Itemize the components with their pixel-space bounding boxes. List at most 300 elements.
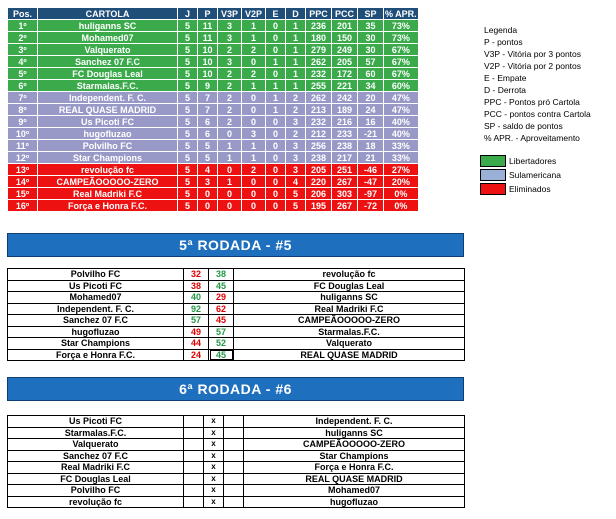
standings-cell[interactable]: 5 [178,140,198,152]
standings-cell[interactable]: 60 [358,68,384,80]
home-score[interactable] [184,450,204,462]
away-score[interactable]: 57 [209,326,234,338]
match-row [8,326,465,338]
standings-cell[interactable]: 67% [384,56,419,68]
away-team[interactable]: REAL QUASE MADRID [244,473,465,485]
home-score[interactable] [184,416,204,428]
standings-cell[interactable]: 1 [218,176,242,188]
standings-cell[interactable]: 1 [286,44,306,56]
legend-item: PCC - pontos contra Cartola [484,109,591,119]
home-team[interactable]: Real Madriki F.C [8,462,184,474]
standings-cell[interactable]: 40% [384,116,419,128]
standings-cell[interactable]: 15º [8,188,38,200]
standings-cell[interactable]: 5 [178,152,198,164]
standings-row[interactable] [8,80,419,92]
standings-cell[interactable]: 1 [266,80,286,92]
away-team[interactable]: Mohamed07 [244,485,465,497]
team-name-cell[interactable]: REAL QUASE MADRID [38,104,178,116]
away-score[interactable] [224,462,244,474]
away-score[interactable]: 45 [209,349,234,361]
home-score[interactable] [184,439,204,451]
standings-cell[interactable]: 4 [198,164,218,176]
away-score[interactable] [224,450,244,462]
standings-cell[interactable]: -97 [358,188,384,200]
standings-cell[interactable]: 21 [358,152,384,164]
standings-cell[interactable]: 232 [306,68,332,80]
standings-cell[interactable]: 18 [358,140,384,152]
standings-cell[interactable]: 5 [178,80,198,92]
standings-cell[interactable]: 30 [358,44,384,56]
standings-cell[interactable]: 267 [332,200,358,212]
standings-cell[interactable]: -46 [358,164,384,176]
standings-cell[interactable]: 0 [266,44,286,56]
standings-cell[interactable]: 256 [306,140,332,152]
standings-cell[interactable]: 205 [306,164,332,176]
standings-cell[interactable]: 238 [332,140,358,152]
standings-cell[interactable]: 5 [178,200,198,212]
legend-item: Legenda [484,25,518,35]
away-team[interactable]: FC Douglas Leal [234,280,465,292]
standings-cell[interactable]: 10º [8,128,38,140]
standings-cell[interactable]: 0 [266,188,286,200]
team-name-cell[interactable]: CAMPEÃOOOOO-ZERO [38,176,178,188]
standings-cell[interactable]: 0 [242,104,266,116]
standings-cell[interactable]: 0% [384,200,419,212]
standings-cell[interactable]: 7 [198,92,218,104]
standings-cell[interactable]: 5 [178,128,198,140]
standings-cell[interactable]: 47% [384,104,419,116]
standings-col-header[interactable]: Pos. [8,8,38,20]
standings-cell[interactable]: 2 [218,80,242,92]
standings-cell[interactable]: 0 [242,200,266,212]
home-team[interactable]: Sanchez 07 F.C [8,315,184,327]
home-team[interactable]: Us Picoti FC [8,416,184,428]
standings-cell[interactable]: 0 [266,68,286,80]
standings-cell[interactable]: 1 [242,152,266,164]
round5-header [7,233,464,257]
standings-cell[interactable]: 0 [242,92,266,104]
standings-cell[interactable]: 3 [242,128,266,140]
away-team[interactable]: Real Madriki F.C [234,303,465,315]
home-score[interactable]: 49 [184,326,209,338]
away-team[interactable]: CAMPEÃOOOOO-ZERO [234,315,465,327]
standings-cell[interactable]: 3 [218,56,242,68]
team-name-cell[interactable]: Sanchez 07 F.C [38,56,178,68]
standings-cell[interactable]: 3 [286,140,306,152]
home-score[interactable] [184,427,204,439]
away-team[interactable]: hugofluzao [244,496,465,508]
home-score[interactable]: 40 [184,292,209,304]
standings-cell[interactable]: 7º [8,92,38,104]
standings-col-header[interactable]: D [286,8,306,20]
away-team[interactable]: Starmalas.F.C. [234,326,465,338]
standings-row[interactable] [8,32,419,44]
standings-cell[interactable]: 251 [332,164,358,176]
standings-cell[interactable]: 9º [8,116,38,128]
color-swatch [480,183,506,195]
standings-cell[interactable]: 16 [358,116,384,128]
standings-cell[interactable]: 1 [242,32,266,44]
standings-cell[interactable]: 3 [218,32,242,44]
away-score[interactable] [224,427,244,439]
standings-cell[interactable]: 67% [384,44,419,56]
standings-cell[interactable]: 1 [266,92,286,104]
standings-cell[interactable]: 0 [198,200,218,212]
standings-cell[interactable]: 6 [198,116,218,128]
standings-cell[interactable]: 30 [358,32,384,44]
standings-cell[interactable]: 1 [218,152,242,164]
standings-cell[interactable]: 242 [332,92,358,104]
away-team[interactable]: REAL QUASE MADRID [234,349,465,361]
standings-cell[interactable]: 2 [218,116,242,128]
away-score[interactable]: 38 [209,269,234,281]
standings-cell[interactable]: 3 [286,116,306,128]
standings-row[interactable] [8,176,419,188]
away-score[interactable] [224,439,244,451]
standings-cell[interactable]: 3 [218,20,242,32]
home-score[interactable] [184,462,204,474]
away-score[interactable]: 29 [209,292,234,304]
standings-cell[interactable]: 3 [198,176,218,188]
standings-cell[interactable]: 2 [286,92,306,104]
standings-cell[interactable]: 5 [178,176,198,188]
color-legend [480,154,561,196]
home-score[interactable]: 44 [184,338,209,350]
standings-cell[interactable]: 11 [198,32,218,44]
standings-cell[interactable]: 8º [8,104,38,116]
team-name-cell[interactable]: FC Douglas Leal [38,68,178,80]
standings-cell[interactable]: 13º [8,164,38,176]
standings-cell[interactable]: 220 [306,176,332,188]
away-team[interactable]: Star Champions [244,450,465,462]
standings-cell[interactable]: 262 [306,92,332,104]
standings-cell[interactable]: 0 [218,128,242,140]
standings-row[interactable] [8,152,419,164]
standings-cell[interactable]: 213 [306,104,332,116]
standings-cell[interactable]: 11º [8,140,38,152]
standings-cell[interactable]: 216 [332,116,358,128]
away-score[interactable]: 52 [209,338,234,350]
standings-cell[interactable]: -47 [358,176,384,188]
home-score[interactable]: 24 [184,349,209,361]
standings-cell[interactable]: 5 [178,164,198,176]
standings-cell[interactable]: 255 [306,80,332,92]
standings-cell[interactable]: 1 [266,104,286,116]
standings-col-header[interactable]: J [178,8,198,20]
standings-cell[interactable]: 6 [198,128,218,140]
standings-cell[interactable]: 73% [384,20,419,32]
standings-cell[interactable]: 206 [306,188,332,200]
standings-col-header[interactable]: V2P [242,8,266,20]
home-score[interactable] [184,473,204,485]
standings-cell[interactable]: 2 [286,128,306,140]
standings-cell[interactable]: 5 [178,188,198,200]
standings-cell[interactable]: 4 [286,176,306,188]
away-team[interactable]: revolução fc [234,269,465,281]
standings-cell[interactable]: 3º [8,44,38,56]
home-score[interactable]: 57 [184,315,209,327]
standings-row[interactable] [8,68,419,80]
standings-col-header[interactable]: % APR. [385,8,417,19]
away-score[interactable] [224,485,244,497]
standings-cell[interactable]: 1 [218,140,242,152]
standings-cell[interactable]: 2 [242,164,266,176]
standings-cell[interactable]: 205 [332,56,358,68]
standings-col-header[interactable]: SP [358,8,384,20]
standings-cell[interactable]: 150 [332,32,358,44]
standings-cell[interactable]: 0 [218,188,242,200]
standings-cell[interactable]: 221 [332,80,358,92]
team-name-cell[interactable]: Independent. F. C. [38,92,178,104]
away-team[interactable]: CAMPEÃOOOOO-ZERO [244,439,465,451]
standings-cell[interactable]: 10 [198,56,218,68]
home-team[interactable]: Sanchez 07 F.C [8,450,184,462]
away-score[interactable] [224,416,244,428]
team-name-cell[interactable]: Mohamed07 [38,32,178,44]
standings-cell[interactable]: 1 [286,32,306,44]
standings-col-header[interactable]: P [198,8,218,20]
standings-cell[interactable]: 35 [358,20,384,32]
standings-col-header[interactable]: PPC [306,8,332,20]
standings-cell[interactable]: 3 [286,152,306,164]
standings-cell[interactable]: 2 [218,92,242,104]
standings-row[interactable] [8,116,419,128]
home-score[interactable]: 92 [184,303,209,315]
match-row [8,269,465,281]
standings-cell[interactable]: 73% [384,32,419,44]
standings-cell[interactable]: 34 [358,80,384,92]
standings-cell[interactable]: 232 [306,116,332,128]
standings-cell[interactable]: 233 [332,128,358,140]
standings-cell[interactable]: 2 [218,68,242,80]
standings-cell[interactable]: -72 [358,200,384,212]
standings-cell[interactable]: 249 [332,44,358,56]
away-team[interactable]: Valquerato [234,338,465,350]
standings-cell[interactable]: 33% [384,152,419,164]
team-name-cell[interactable]: Valquerato [38,44,178,56]
standings-cell[interactable]: 1º [8,20,38,32]
standings-cell[interactable]: 40% [384,128,419,140]
standings-cell[interactable]: 11 [198,20,218,32]
team-name-cell[interactable]: revolução fc [38,164,178,176]
standings-cell[interactable]: 5 [198,140,218,152]
standings-cell[interactable]: 5 [178,92,198,104]
standings-cell[interactable]: 0% [384,188,419,200]
standings-cell[interactable]: 33% [384,140,419,152]
away-team[interactable]: huliganns SC [244,427,465,439]
standings-cell[interactable]: 60% [384,80,419,92]
team-name-cell[interactable]: Polvilho FC [38,140,178,152]
standings-cell[interactable]: 5 [178,68,198,80]
away-score[interactable]: 45 [209,280,234,292]
home-team[interactable]: FC Douglas Leal [8,473,184,485]
standings-cell[interactable]: 5 [178,32,198,44]
match-row [8,439,465,451]
standings-cell[interactable]: 4º [8,56,38,68]
home-team[interactable]: revolução fc [8,496,184,508]
standings-cell[interactable]: 5 [178,20,198,32]
standings-row[interactable] [8,140,419,152]
home-team[interactable]: Independent. F. C. [8,303,184,315]
home-team[interactable]: Força e Honra F.C. [8,349,184,361]
standings-cell[interactable]: 2 [286,104,306,116]
standings-cell[interactable]: 1 [286,56,306,68]
standings-cell[interactable]: 267 [332,176,358,188]
standings-cell[interactable]: 5 [286,188,306,200]
standings-cell[interactable]: 0 [218,200,242,212]
standings-cell[interactable]: 0 [242,116,266,128]
home-score[interactable]: 38 [184,280,209,292]
team-name-cell[interactable]: Starmalas.F.C. [38,80,178,92]
standings-cell[interactable]: 212 [306,128,332,140]
team-name-cell[interactable]: Força e Honra F.C. [38,200,178,212]
standings-row[interactable] [8,104,419,116]
away-team[interactable]: Força e Honra F.C. [244,462,465,474]
standings-cell[interactable]: 10 [198,44,218,56]
home-team[interactable]: Star Champions [8,338,184,350]
standings-cell[interactable]: 1 [286,68,306,80]
team-name-cell[interactable]: Real Madriki F.C [38,188,178,200]
standings-col-header[interactable]: PCC [332,8,358,20]
standings-cell[interactable]: 0 [266,164,286,176]
standings-cell[interactable]: 2 [242,44,266,56]
legend-item: D - Derrota [484,85,527,95]
standings-cell[interactable]: 238 [306,152,332,164]
standings-cell[interactable]: 0 [266,152,286,164]
standings-cell[interactable]: 2 [218,104,242,116]
away-score[interactable] [224,496,244,508]
standings-cell[interactable]: 2º [8,32,38,44]
home-score[interactable]: 32 [184,269,209,281]
legend [484,24,591,144]
standings-cell[interactable]: 172 [332,68,358,80]
standings-cell[interactable]: 20 [358,92,384,104]
standings-cell[interactable]: 217 [332,152,358,164]
standings-cell[interactable]: 5 [178,116,198,128]
standings-cell[interactable]: 3 [286,164,306,176]
standings-cell[interactable]: 303 [332,188,358,200]
standings-cell[interactable]: 5 [178,44,198,56]
legend-item: E - Empate [484,73,527,83]
standings-cell[interactable]: 16º [8,200,38,212]
standings-cell[interactable]: 0 [266,176,286,188]
home-team[interactable]: Valquerato [8,439,184,451]
standings-cell[interactable]: 47% [384,92,419,104]
standings-cell[interactable]: -21 [358,128,384,140]
standings-cell[interactable]: 5 [198,152,218,164]
standings-cell[interactable]: 0 [242,188,266,200]
standings-row[interactable] [8,188,419,200]
team-name-cell[interactable]: Star Champions [38,152,178,164]
standings-col-header[interactable]: CARTOLA [38,8,178,20]
standings-cell[interactable]: 14º [8,176,38,188]
standings-cell[interactable]: 5º [8,68,38,80]
standings-cell[interactable]: 0 [266,32,286,44]
away-score[interactable]: 62 [209,303,234,315]
home-team[interactable]: Starmalas.F.C. [8,427,184,439]
standings-row[interactable] [8,20,419,32]
standings-cell[interactable]: 189 [332,104,358,116]
standings-cell[interactable]: 20% [384,176,419,188]
team-name-cell[interactable]: hugofluzao [38,128,178,140]
standings-row[interactable] [8,92,419,104]
standings-row[interactable] [8,164,419,176]
standings-cell[interactable]: 9 [198,80,218,92]
home-score[interactable] [184,485,204,497]
match-row [8,462,465,474]
standings-cell[interactable]: 2 [242,68,266,80]
standings-cell[interactable]: 1 [242,80,266,92]
standings-cell[interactable]: 0 [218,164,242,176]
standings-cell[interactable]: 10 [198,68,218,80]
standings-cell[interactable]: 0 [266,20,286,32]
standings-cell[interactable]: 1 [266,56,286,68]
standings-cell[interactable]: 6º [8,80,38,92]
standings-cell[interactable]: 24 [358,104,384,116]
standings-cell[interactable]: 57 [358,56,384,68]
standings-cell[interactable]: 236 [306,20,332,32]
standings-col-header[interactable]: V3P [218,8,242,20]
standings-cell[interactable]: 262 [306,56,332,68]
standings-cell[interactable]: 1 [242,140,266,152]
legend-item: V2P - Vitória por 2 pontos [484,61,582,71]
standings-row[interactable] [8,44,419,56]
standings-cell[interactable]: 0 [198,188,218,200]
standings-cell[interactable]: 1 [286,20,306,32]
standings-row[interactable] [8,56,419,68]
standings-cell[interactable]: 27% [384,164,419,176]
standings-row[interactable] [8,128,419,140]
standings-cell[interactable]: 5 [178,104,198,116]
standings-cell[interactable]: 201 [332,20,358,32]
standings-cell[interactable]: 5 [178,56,198,68]
team-name-cell[interactable]: huliganns SC [38,20,178,32]
legend-item: % APR. - Aproveitamento [484,133,580,143]
standings-cell[interactable]: 195 [306,200,332,212]
standings-cell[interactable]: 12º [8,152,38,164]
home-score[interactable] [184,496,204,508]
home-team[interactable]: Mohamed07 [8,292,184,304]
standings-cell[interactable]: 0 [266,140,286,152]
away-score[interactable] [224,473,244,485]
standings-cell[interactable]: 1 [286,80,306,92]
away-team[interactable]: Independent. F. C. [244,416,465,428]
standings-cell[interactable]: 2 [218,44,242,56]
standings-cell[interactable]: 0 [266,128,286,140]
standings-cell[interactable]: 0 [242,176,266,188]
standings-cell[interactable]: 0 [242,56,266,68]
team-name-cell[interactable]: Us Picoti FC [38,116,178,128]
standings-col-header[interactable]: E [266,8,286,20]
standings-cell[interactable]: 0 [266,200,286,212]
standings-row[interactable] [8,200,419,212]
standings-cell[interactable]: 279 [306,44,332,56]
color-swatch [480,169,506,181]
home-team[interactable]: Us Picoti FC [8,280,184,292]
away-team[interactable]: huliganns SC [234,292,465,304]
standings-cell[interactable]: 67% [384,68,419,80]
home-team[interactable]: Polvilho FC [8,269,184,281]
standings-cell[interactable]: 0 [266,116,286,128]
home-team[interactable]: hugofluzao [8,326,184,338]
away-score[interactable]: 45 [209,315,234,327]
standings-cell[interactable]: 1 [242,20,266,32]
standings-cell[interactable]: 180 [306,32,332,44]
home-team[interactable]: Polvilho FC [8,485,184,497]
standings-cell[interactable]: 5 [286,200,306,212]
standings-cell[interactable]: 7 [198,104,218,116]
vs-marker: x [204,439,224,451]
